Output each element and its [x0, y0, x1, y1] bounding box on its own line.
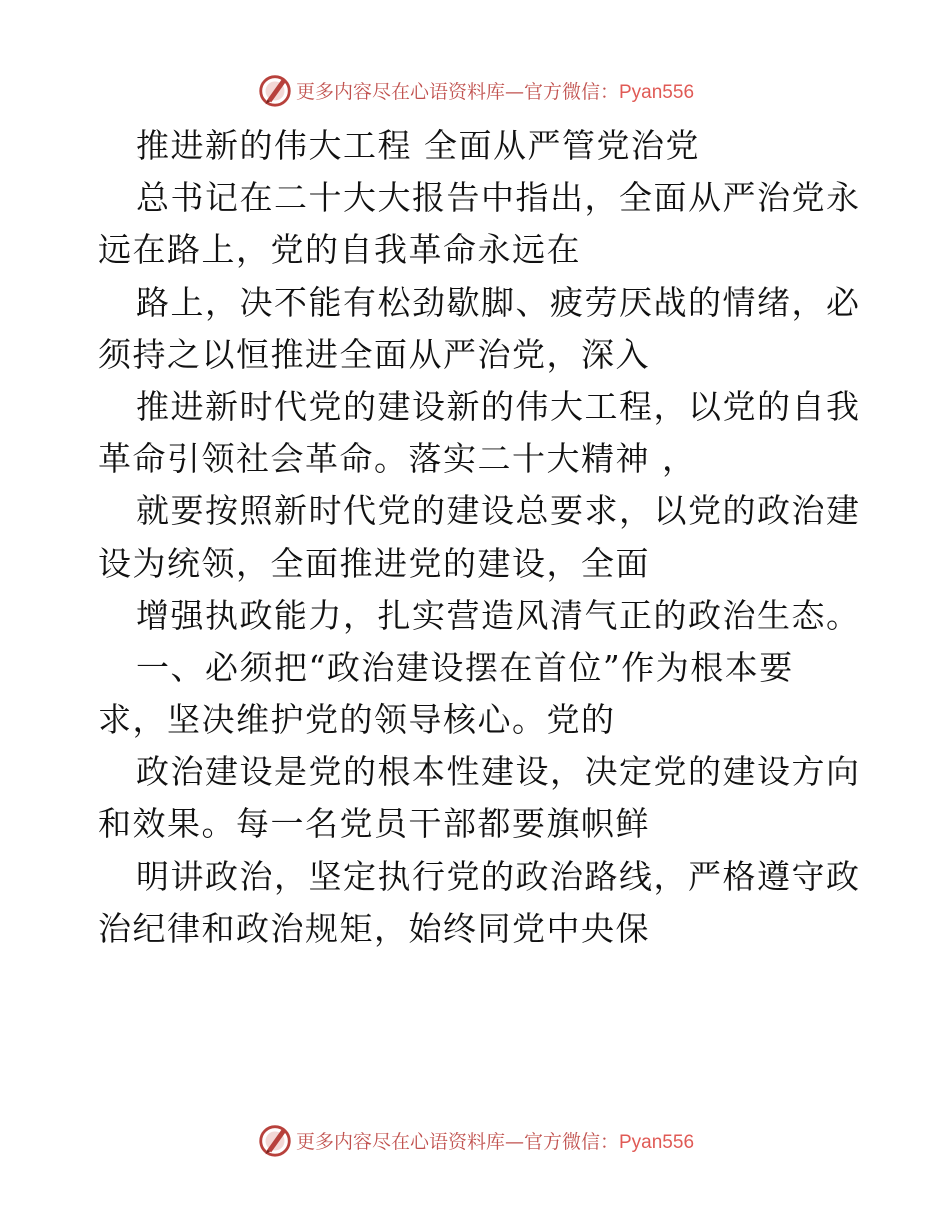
header-watermark: [0, 70, 950, 110]
paragraph-line: 推进新时代党的建设新的伟大工程，以党的自我: [136, 386, 861, 426]
paragraph-line: 须持之以恒推进全面从严治党，深入: [98, 334, 650, 374]
wechat-id: Pyan556: [619, 1131, 695, 1153]
paragraph-line: 远在路上，党的自我革命永远在: [98, 230, 581, 270]
paragraph-line: 路上，决不能有松劲歇脚、疲劳厌战的情绪，必: [136, 282, 861, 322]
paragraph-line: 就要按照新时代党的建设总要求，以党的政治建: [136, 491, 861, 531]
footer-watermark: [0, 1120, 950, 1160]
watermark-text: 更多内容尽在心语资料库—官方微信：Pyan556: [295, 80, 695, 103]
paragraph-line: 增强执政能力，扎实营造风清气正的政治生态。: [136, 595, 861, 635]
paragraph-line: 和效果。每一名党员干部都要旗帜鲜: [98, 804, 650, 844]
document-title: 推进新的伟大工程 全面从严管党治党: [136, 126, 700, 165]
paragraph-line: 总书记在二十大大报告中指出，全面从严治党永: [136, 178, 861, 218]
section-heading-line: 一、必须把“政治建设摆在首位”作为根本要: [136, 647, 794, 687]
paragraph-line: 求，坚决维护党的领导核心。党的: [98, 700, 616, 740]
paragraph-line: 明讲政治，坚定执行党的政治路线，严格遵守政: [136, 856, 861, 896]
watermark-text: 更多内容尽在心语资料库—官方微信：Pyan556: [295, 1130, 695, 1153]
paragraph-line: 治纪律和政治规矩，始终同党中央保: [98, 908, 650, 948]
paragraph-line: 革命引领社会革命。落实二十大精神 ，: [98, 439, 697, 479]
wechat-id: Pyan556: [619, 81, 695, 103]
paragraph-line: 设为统领，全面推进党的建设，全面: [98, 543, 650, 583]
document-body: [98, 120, 861, 955]
pen-nib-logo-icon: [256, 71, 294, 109]
pen-nib-logo-icon: [256, 1121, 294, 1159]
paragraph-line: 政治建设是党的根本性建设，决定党的建设方向: [136, 752, 861, 792]
